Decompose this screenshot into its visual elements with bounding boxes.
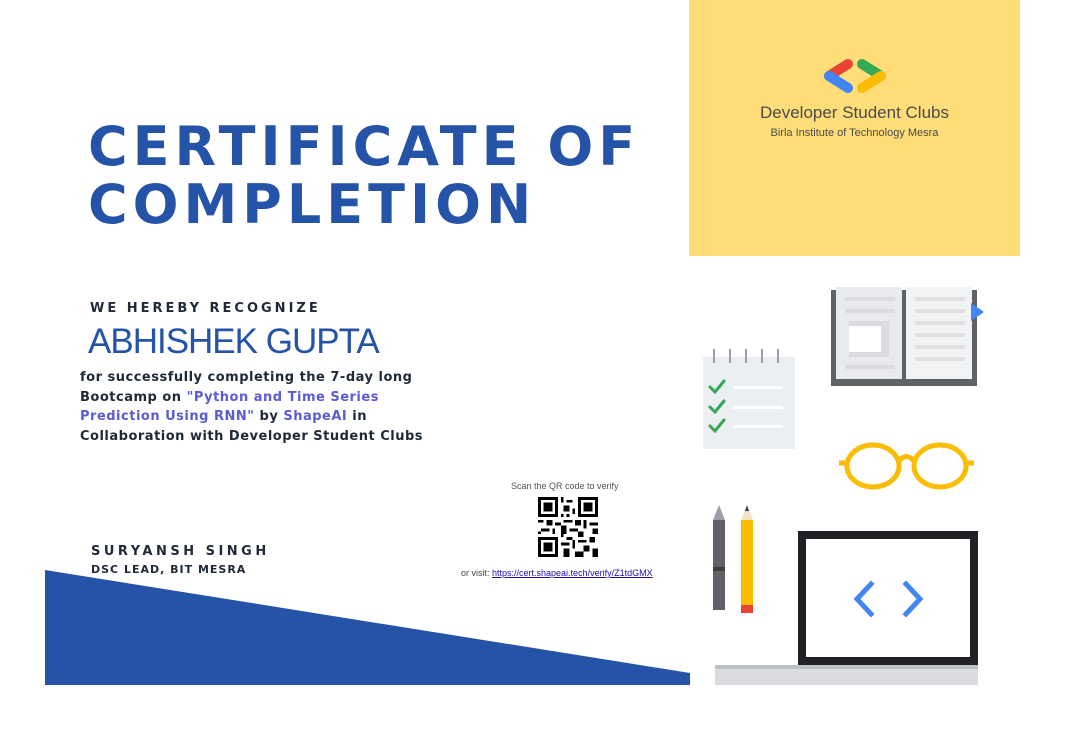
glasses-icon <box>839 445 974 487</box>
dsc-name: Developer Student Clubs <box>759 103 949 122</box>
decorative-blue-wedge <box>45 570 690 685</box>
statement-post: in Collaboration with Developer Student Clubs <box>80 409 424 444</box>
visit-prefix: or visit: <box>461 568 493 578</box>
verify-link[interactable]: https://cert.shapeai.tech/verify/Z1tdGMX <box>492 568 653 578</box>
completion-statement <box>80 368 440 446</box>
qr-caption: Scan the QR code to verify <box>511 481 619 491</box>
statement-by: by <box>254 409 284 424</box>
dsc-institute: Birla Institute of Technology Mesra <box>770 127 939 139</box>
pen-icon <box>713 505 725 610</box>
signatory-name: SURYANSH SINGH <box>91 544 270 559</box>
laptop-icon <box>715 531 978 685</box>
recipient-name: ABHISHEK GUPTA <box>88 322 379 361</box>
illustration <box>695 283 995 688</box>
qr-code-icon[interactable] <box>538 497 598 557</box>
checklist-icon <box>703 349 795 449</box>
certificate-title <box>88 115 688 236</box>
course-title: "Python and Time Series Prediction Using RNN" <box>80 389 379 424</box>
pencil-icon <box>741 505 753 613</box>
book-icon <box>831 287 984 386</box>
statement-pre: for successfully completing the 7-day long Bootcamp on <box>80 370 413 405</box>
recognize-label: WE HEREBY RECOGNIZE <box>90 301 321 316</box>
dsc-panel <box>689 0 1020 256</box>
signatory-role: DSC LEAD, BIT MESRA <box>91 563 247 576</box>
dsc-logo-icon <box>820 56 890 96</box>
title-line-2: COMPLETION <box>88 173 537 236</box>
organizer-name: ShapeAI <box>283 409 348 424</box>
title-line-1: CERTIFICATE OF <box>88 115 641 178</box>
